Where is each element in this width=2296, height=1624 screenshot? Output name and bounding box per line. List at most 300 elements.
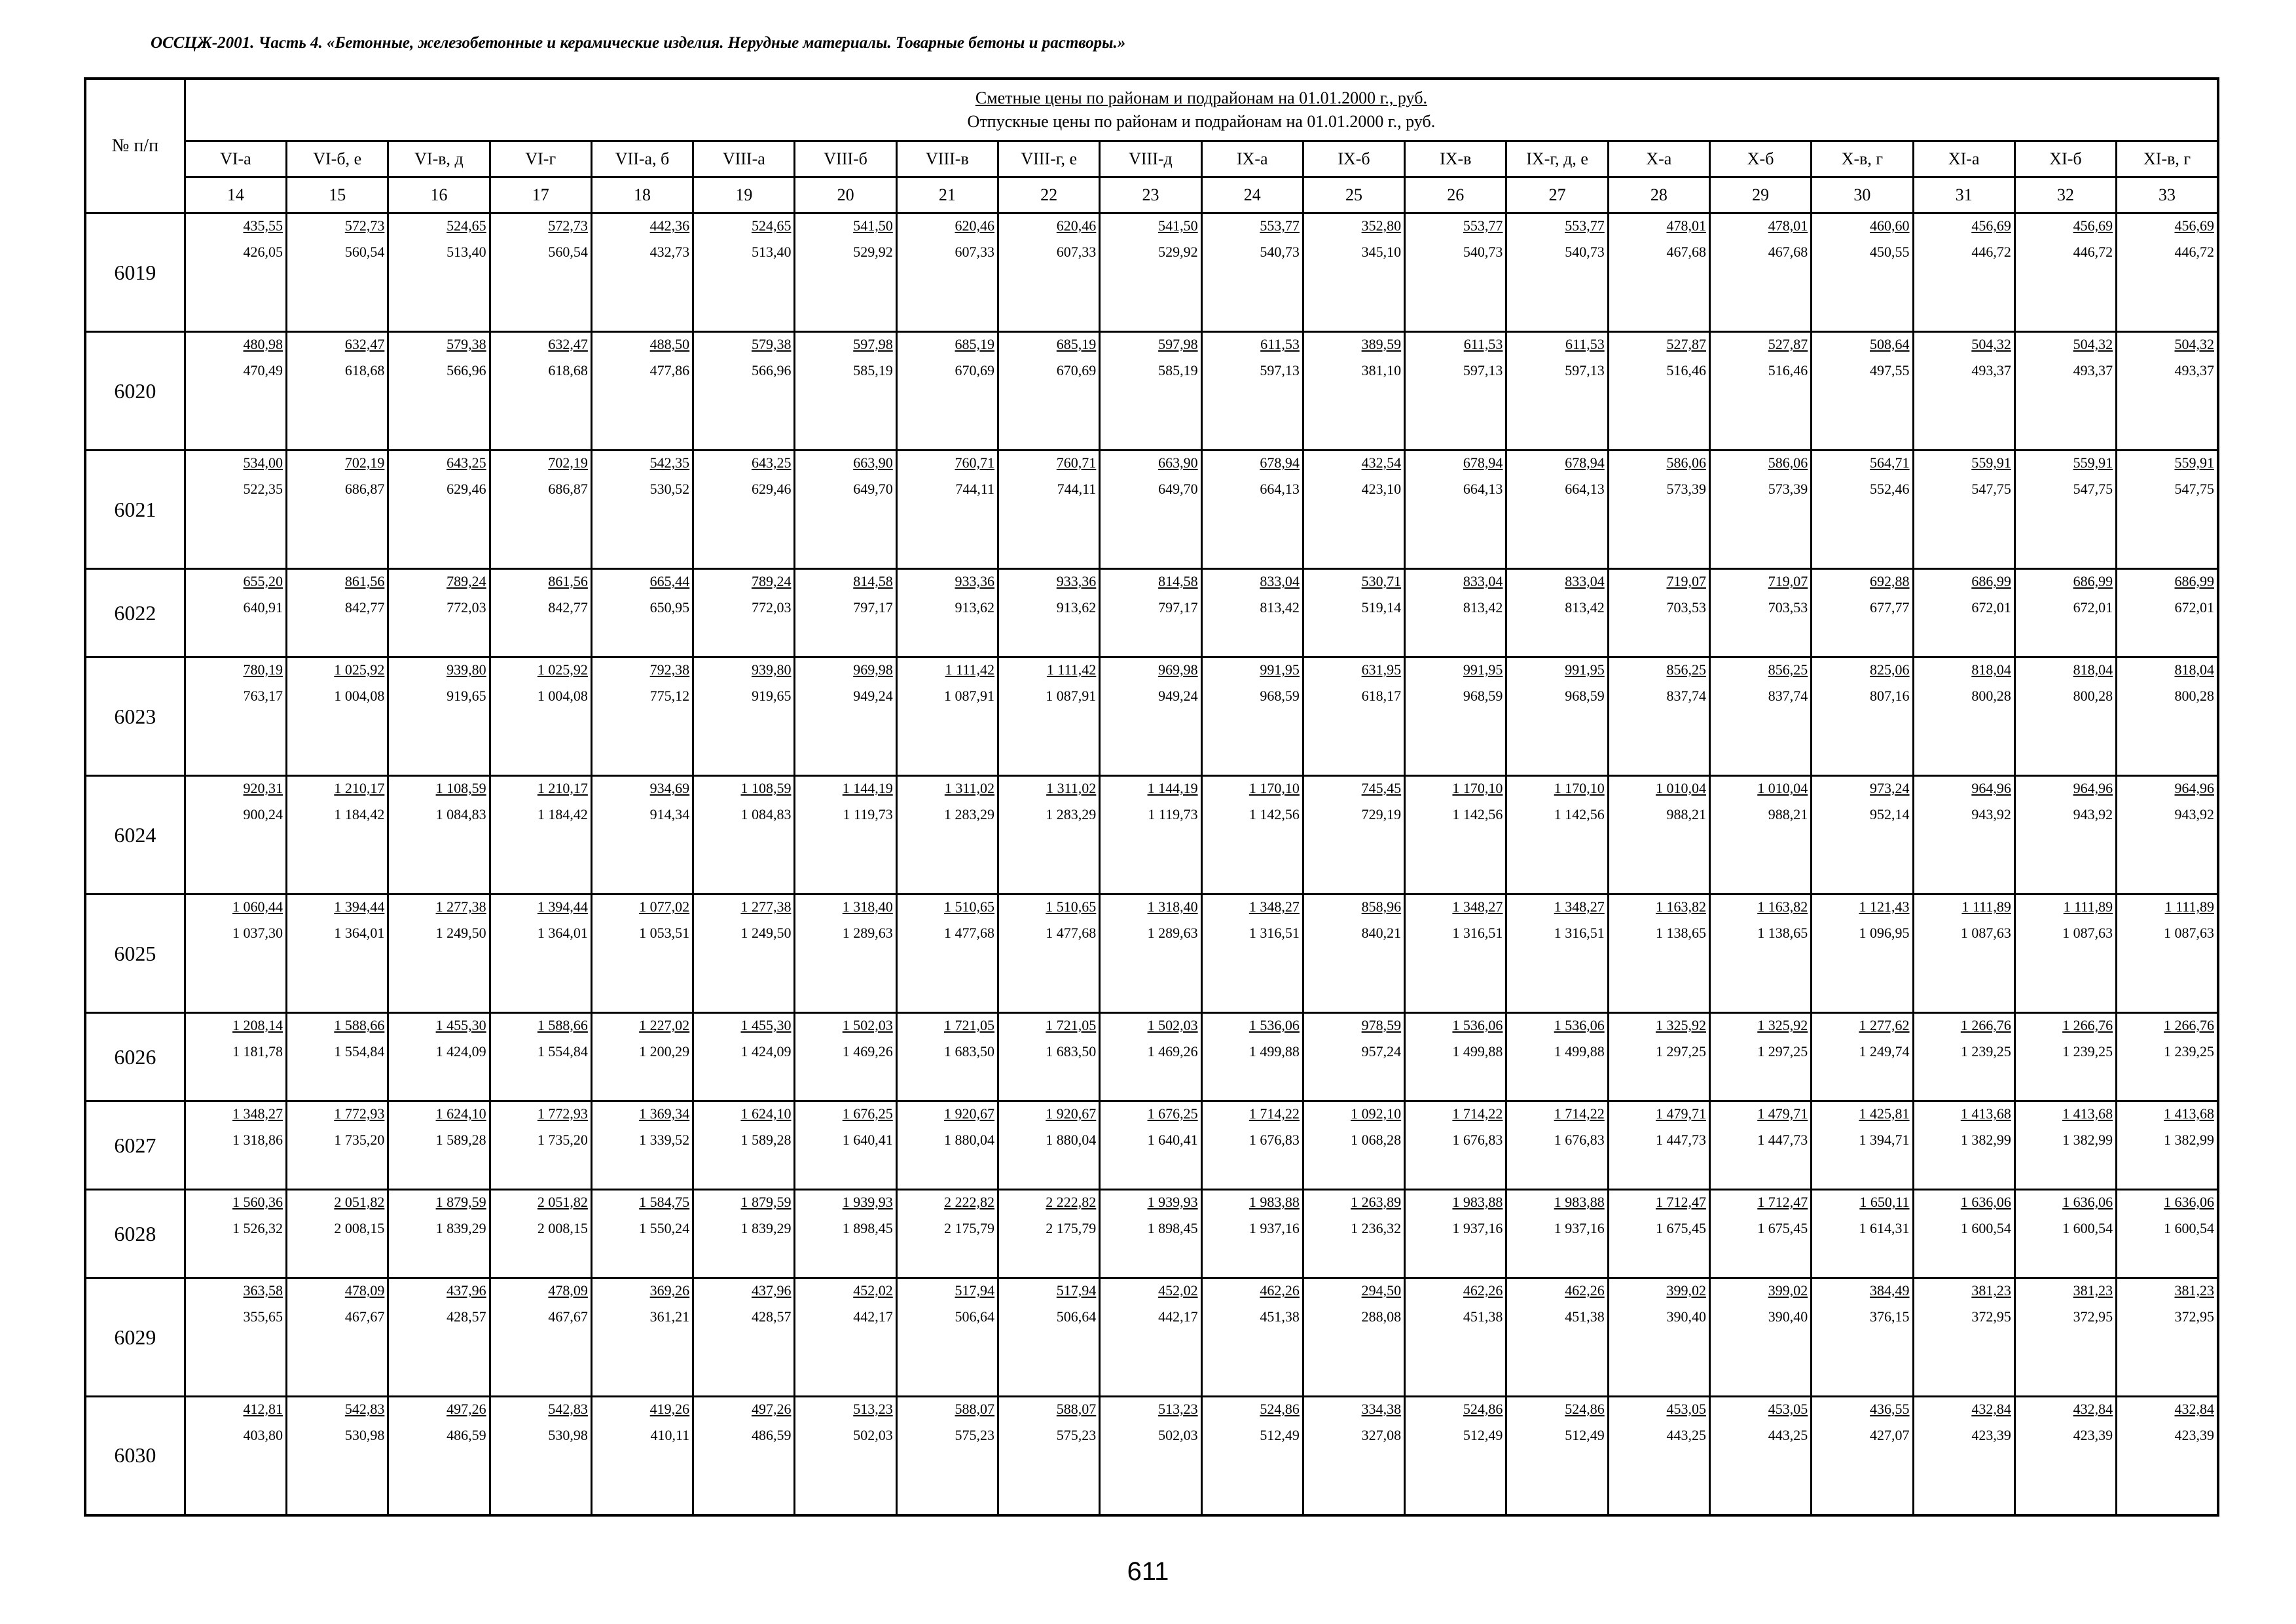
estimate-price: 564,71	[1870, 454, 1910, 471]
column-number: 33	[2117, 177, 2218, 213]
release-price: 560,54	[344, 244, 385, 260]
price-cell	[1709, 569, 1811, 657]
estimate-price: 1 318,40	[842, 898, 893, 915]
price-cell	[1506, 451, 1608, 569]
price-cell	[795, 657, 896, 776]
estimate-price: 1 712,47	[1757, 1194, 1808, 1210]
price-cell	[2014, 776, 2116, 895]
release-price: 2 175,79	[944, 1220, 995, 1236]
release-price: 519,14	[1361, 599, 1402, 616]
price-cell	[1812, 1101, 1913, 1190]
release-price: 1 138,65	[1757, 925, 1808, 941]
release-price: 837,74	[1768, 688, 1808, 704]
price-cell	[1303, 569, 1404, 657]
estimate-price: 1 772,93	[537, 1105, 588, 1122]
estimate-price: 1 170,10	[1248, 780, 1300, 796]
column-number: 20	[795, 177, 896, 213]
release-price: 451,38	[1463, 1308, 1503, 1325]
estimate-price: 663,90	[853, 454, 893, 471]
price-cell	[1812, 1278, 1913, 1397]
region-header: XI-б	[2014, 141, 2116, 177]
estimate-price: 541,50	[1158, 217, 1198, 234]
estimate-price: 1 983,88	[1554, 1194, 1605, 1210]
estimate-price: 452,02	[1158, 1282, 1198, 1299]
release-price: 573,39	[1666, 481, 1706, 497]
release-price: 1 037,30	[232, 925, 283, 941]
price-cell	[1506, 213, 1608, 332]
estimate-price: 620,46	[1056, 217, 1097, 234]
release-price: 775,12	[649, 688, 690, 704]
price-cell	[2014, 657, 2116, 776]
release-price: 497,55	[1870, 362, 1910, 378]
estimate-price: 760,71	[1056, 454, 1097, 471]
release-price: 427,07	[1870, 1427, 1910, 1443]
price-cell	[591, 1190, 693, 1278]
release-price: 450,55	[1870, 244, 1910, 260]
price-cell	[388, 1397, 490, 1515]
estimate-price: 1 510,65	[944, 898, 995, 915]
estimate-price: 399,02	[1768, 1282, 1808, 1299]
price-cell	[1913, 1101, 2014, 1190]
price-cell	[1913, 332, 2014, 451]
price-cell	[1913, 776, 2014, 895]
release-price: 516,46	[1666, 362, 1706, 378]
release-price: 403,80	[243, 1427, 283, 1443]
estimate-price: 678,94	[1565, 454, 1605, 471]
release-price: 968,59	[1260, 688, 1300, 704]
price-cell	[388, 776, 490, 895]
estimate-price: 1 277,38	[435, 898, 486, 915]
estimate-price: 1 479,71	[1655, 1105, 1706, 1122]
estimate-price: 1 311,02	[944, 780, 995, 796]
release-price: 813,42	[1565, 599, 1605, 616]
release-price: 1 087,91	[1046, 688, 1097, 704]
price-cell	[1608, 1101, 1709, 1190]
estimate-price: 1 369,34	[639, 1105, 690, 1122]
price-cell	[1303, 1013, 1404, 1101]
estimate-price: 1 939,93	[842, 1194, 893, 1210]
release-price: 493,37	[2073, 362, 2113, 378]
price-cell	[1303, 1190, 1404, 1278]
release-price: 957,24	[1361, 1043, 1402, 1060]
price-cell	[287, 1397, 388, 1515]
estimate-price: 384,49	[1870, 1282, 1910, 1299]
price-cell	[896, 895, 998, 1013]
estimate-price: 559,91	[2174, 454, 2214, 471]
price-cell	[1709, 1013, 1811, 1101]
price-cell	[998, 213, 1100, 332]
estimate-price: 818,04	[2073, 661, 2113, 678]
row-number: 6023	[85, 657, 185, 776]
release-price: 797,17	[1158, 599, 1198, 616]
price-cell	[1201, 213, 1303, 332]
release-price: 1 735,20	[537, 1132, 588, 1148]
estimate-price: 1 263,89	[1351, 1194, 1402, 1210]
price-cell	[185, 451, 286, 569]
price-cell	[693, 776, 795, 895]
price-cell	[2117, 1101, 2218, 1190]
release-price: 1 600,54	[1960, 1220, 2011, 1236]
price-cell	[490, 569, 591, 657]
price-cell	[795, 895, 896, 1013]
region-header: XI-в, г	[2117, 141, 2218, 177]
row-number: 6027	[85, 1101, 185, 1190]
price-cell	[185, 1013, 286, 1101]
estimate-price: 1 077,02	[639, 898, 690, 915]
release-price: 1 004,08	[537, 688, 588, 704]
release-price: 1 880,04	[1046, 1132, 1097, 1148]
price-cell	[1100, 213, 1201, 332]
price-cell	[1405, 1101, 1506, 1190]
table-row	[85, 1397, 2218, 1515]
price-cell	[693, 1278, 795, 1397]
release-price: 540,73	[1260, 244, 1300, 260]
release-price: 1 084,83	[435, 806, 486, 822]
release-price: 502,03	[853, 1427, 893, 1443]
estimate-price: 818,04	[2174, 661, 2214, 678]
release-price: 585,19	[1158, 362, 1198, 378]
price-cell	[896, 657, 998, 776]
price-cell	[693, 657, 795, 776]
price-cell	[795, 332, 896, 451]
price-cell	[2117, 1397, 2218, 1515]
estimate-price: 1 111,89	[2063, 898, 2113, 915]
estimate-price: 631,95	[1361, 661, 1402, 678]
release-price: 1 937,16	[1554, 1220, 1605, 1236]
release-price: 493,37	[1971, 362, 2011, 378]
estimate-price: 579,38	[751, 336, 792, 352]
price-cell	[1405, 657, 1506, 776]
price-cell	[1506, 776, 1608, 895]
price-cell	[490, 895, 591, 1013]
release-price: 540,73	[1463, 244, 1503, 260]
estimate-price: 597,98	[853, 336, 893, 352]
release-price: 1 181,78	[232, 1043, 283, 1060]
release-price: 443,25	[1768, 1427, 1808, 1443]
price-cell	[1201, 657, 1303, 776]
column-number: 18	[591, 177, 693, 213]
release-price: 1 676,83	[1452, 1132, 1503, 1148]
release-price: 575,23	[955, 1427, 995, 1443]
price-cell	[795, 1101, 896, 1190]
price-cell	[1100, 451, 1201, 569]
release-price: 1 364,01	[537, 925, 588, 941]
release-price: 2 175,79	[1046, 1220, 1097, 1236]
estimate-price: 1 210,17	[537, 780, 588, 796]
price-cell	[1608, 1397, 1709, 1515]
row-number: 6024	[85, 776, 185, 895]
price-cell	[388, 1190, 490, 1278]
release-price: 575,23	[1056, 1427, 1097, 1443]
price-cell	[287, 895, 388, 1013]
release-price: 1 880,04	[944, 1132, 995, 1148]
release-price: 1 087,63	[2062, 925, 2113, 941]
price-cell	[1303, 1101, 1404, 1190]
release-price: 1 239,25	[2164, 1043, 2214, 1060]
estimate-price: 294,50	[1361, 1282, 1402, 1299]
estimate-price: 1 624,10	[435, 1105, 486, 1122]
release-price: 1 382,99	[1960, 1132, 2011, 1148]
release-price: 513,40	[446, 244, 486, 260]
release-price: 1 640,41	[1147, 1132, 1198, 1148]
price-cell	[1812, 213, 1913, 332]
release-price: 597,13	[1463, 362, 1503, 378]
release-price: 919,65	[446, 688, 486, 704]
price-title-header	[185, 79, 2218, 141]
price-cell	[896, 1013, 998, 1101]
release-price: 1 119,73	[843, 806, 893, 822]
estimate-price: 1 413,68	[2062, 1105, 2113, 1122]
estimate-price: 939,80	[751, 661, 792, 678]
region-header: IX-б	[1303, 141, 1404, 177]
price-cell	[1913, 1278, 2014, 1397]
estimate-price: 678,94	[1260, 454, 1300, 471]
release-price: 1 382,99	[2164, 1132, 2214, 1148]
price-cell	[896, 1278, 998, 1397]
release-price: 797,17	[853, 599, 893, 616]
price-cell	[591, 451, 693, 569]
price-cell	[1405, 1013, 1506, 1101]
release-price: 1 554,84	[537, 1043, 588, 1060]
price-cell	[2014, 451, 2116, 569]
price-cell	[1812, 569, 1913, 657]
estimate-price: 497,26	[446, 1401, 486, 1417]
price-cell	[1709, 776, 1811, 895]
estimate-price: 1 111,42	[945, 661, 995, 678]
estimate-price: 1 455,30	[740, 1017, 792, 1033]
estimate-price: 527,87	[1768, 336, 1808, 352]
price-cell	[1812, 332, 1913, 451]
price-cell	[1100, 776, 1201, 895]
estimate-price: 542,35	[649, 454, 690, 471]
release-price: 1 249,50	[435, 925, 486, 941]
estimate-price: 620,46	[955, 217, 995, 234]
price-cell	[693, 895, 795, 1013]
price-cell	[1201, 1278, 1303, 1397]
estimate-price: 1 879,59	[435, 1194, 486, 1210]
price-cell	[185, 776, 286, 895]
estimate-price: 1 983,88	[1452, 1194, 1503, 1210]
price-cell	[693, 451, 795, 569]
price-cell	[1608, 1190, 1709, 1278]
release-price: 640,91	[243, 599, 283, 616]
estimate-price: 991,95	[1565, 661, 1605, 678]
release-price: 1 554,84	[334, 1043, 385, 1060]
release-price: 423,39	[1971, 1427, 2011, 1443]
estimate-price: 1 348,27	[1554, 898, 1605, 915]
release-price: 442,17	[1158, 1308, 1198, 1325]
estimate-price: 478,09	[344, 1282, 385, 1299]
price-cell	[2117, 657, 2218, 776]
estimate-price: 685,19	[955, 336, 995, 352]
release-price: 629,46	[751, 481, 792, 497]
estimate-price: 969,98	[1158, 661, 1198, 678]
release-price: 1 316,51	[1554, 925, 1605, 941]
release-price: 672,01	[1971, 599, 2011, 616]
release-price: 1 898,45	[1147, 1220, 1198, 1236]
price-cell	[2014, 332, 2116, 451]
estimate-price: 969,98	[853, 661, 893, 678]
estimate-price: 1 111,89	[1961, 898, 2011, 915]
estimate-price: 542,83	[344, 1401, 385, 1417]
release-price: 649,70	[1158, 481, 1198, 497]
price-cell	[1709, 1397, 1811, 1515]
estimate-price: 1 502,03	[842, 1017, 893, 1033]
release-price: 547,75	[2174, 481, 2214, 497]
estimate-price: 462,26	[1463, 1282, 1503, 1299]
release-price: 913,62	[955, 599, 995, 616]
estimate-price: 1 277,62	[1859, 1017, 1910, 1033]
release-price: 1 318,86	[232, 1132, 283, 1148]
release-price: 1 239,25	[2062, 1043, 2113, 1060]
column-number: 14	[185, 177, 286, 213]
estimate-price: 1 920,67	[944, 1105, 995, 1122]
estimate-price: 1 311,02	[1046, 780, 1097, 796]
release-price: 649,70	[853, 481, 893, 497]
price-cell	[1608, 451, 1709, 569]
row-number: 6025	[85, 895, 185, 1013]
price-cell	[1812, 1397, 1913, 1515]
release-price: 513,40	[751, 244, 792, 260]
estimate-price: 780,19	[243, 661, 283, 678]
release-price: 486,59	[446, 1427, 486, 1443]
price-cell	[2014, 1101, 2116, 1190]
estimate-price: 488,50	[649, 336, 690, 352]
estimate-price: 1 920,67	[1046, 1105, 1097, 1122]
release-price: 410,11	[650, 1427, 690, 1443]
estimate-price: 632,47	[548, 336, 588, 352]
column-number: 31	[1913, 177, 2014, 213]
price-cell	[1709, 451, 1811, 569]
release-price: 529,92	[1158, 244, 1198, 260]
release-price: 1 087,91	[944, 688, 995, 704]
release-price: 470,49	[243, 362, 283, 378]
price-cell	[1506, 1278, 1608, 1397]
price-cell	[490, 332, 591, 451]
price-cell	[1100, 1397, 1201, 1515]
column-number-row	[85, 177, 2218, 213]
release-price: 943,92	[2073, 806, 2113, 822]
price-cell	[1100, 332, 1201, 451]
release-price: 744,11	[1057, 481, 1097, 497]
price-cell	[896, 451, 998, 569]
estimate-price: 1 060,44	[232, 898, 283, 915]
release-price: 423,39	[2073, 1427, 2113, 1443]
estimate-price: 789,24	[751, 573, 792, 589]
estimate-price: 504,32	[2073, 336, 2113, 352]
estimate-price: 1 536,06	[1452, 1017, 1503, 1033]
release-price: 1 084,83	[740, 806, 792, 822]
estimate-price: 1 025,92	[537, 661, 588, 678]
row-number: 6026	[85, 1013, 185, 1101]
release-price: 968,59	[1463, 688, 1503, 704]
column-number: 19	[693, 177, 795, 213]
price-cell	[1100, 1013, 1201, 1101]
price-cell	[1405, 776, 1506, 895]
estimate-price: 435,55	[243, 217, 283, 234]
estimate-price: 1 210,17	[334, 780, 385, 796]
price-cell	[1201, 895, 1303, 1013]
price-cell	[1812, 657, 1913, 776]
estimate-price: 1 010,04	[1757, 780, 1808, 796]
table-row	[85, 1101, 2218, 1190]
release-price: 486,59	[751, 1427, 792, 1443]
price-cell	[388, 1278, 490, 1397]
release-price: 1 499,88	[1554, 1043, 1605, 1060]
estimate-price: 825,06	[1870, 661, 1910, 678]
estimate-price: 685,19	[1056, 336, 1097, 352]
release-price: 573,39	[1768, 481, 1808, 497]
estimate-price: 517,94	[1056, 1282, 1097, 1299]
release-price: 506,64	[1056, 1308, 1097, 1325]
price-cell	[1913, 895, 2014, 1013]
release-price: 919,65	[751, 688, 792, 704]
price-cell	[490, 657, 591, 776]
release-price: 467,67	[548, 1308, 588, 1325]
release-price: 530,98	[344, 1427, 385, 1443]
column-number: 26	[1405, 177, 1506, 213]
price-cell	[1608, 657, 1709, 776]
price-cell	[185, 895, 286, 1013]
price-cell	[1100, 1190, 1201, 1278]
estimate-price: 419,26	[649, 1401, 690, 1417]
release-price: 943,92	[1971, 806, 2011, 822]
price-cell	[1506, 1013, 1608, 1101]
price-cell	[896, 213, 998, 332]
price-table	[84, 77, 2219, 1517]
release-price: 467,67	[344, 1308, 385, 1325]
row-number-header: № п/п	[85, 79, 185, 213]
release-price: 1 683,50	[944, 1043, 995, 1060]
release-price: 949,24	[853, 688, 893, 704]
price-cell	[2117, 332, 2218, 451]
price-cell	[287, 1013, 388, 1101]
estimate-price: 1 144,19	[1147, 780, 1198, 796]
estimate-price: 678,94	[1463, 454, 1503, 471]
release-price: 530,52	[649, 481, 690, 497]
release-price: 1 249,50	[740, 925, 792, 941]
estimate-price: 792,38	[649, 661, 690, 678]
estimate-price: 453,05	[1666, 1401, 1706, 1417]
estimate-price: 1 170,10	[1452, 780, 1503, 796]
price-cell	[896, 1101, 998, 1190]
price-cell	[1913, 569, 2014, 657]
estimate-price: 1 170,10	[1554, 780, 1605, 796]
price-cell	[287, 332, 388, 451]
release-price: 288,08	[1361, 1308, 1402, 1325]
price-cell	[1201, 1397, 1303, 1515]
release-price: 1 589,28	[435, 1132, 486, 1148]
release-price: 837,74	[1666, 688, 1706, 704]
price-cell	[490, 1101, 591, 1190]
price-cell	[2117, 569, 2218, 657]
estimate-price: 789,24	[446, 573, 486, 589]
release-price: 988,21	[1768, 806, 1808, 822]
row-number: 6028	[85, 1190, 185, 1278]
release-price: 446,72	[2073, 244, 2113, 260]
estimate-price: 586,06	[1666, 454, 1706, 471]
price-cell	[1709, 1278, 1811, 1397]
price-cell	[2014, 895, 2116, 1013]
release-price: 772,03	[446, 599, 486, 616]
release-price: 1 477,68	[944, 925, 995, 941]
release-price: 1 068,28	[1351, 1132, 1402, 1148]
estimate-price: 1 010,04	[1655, 780, 1706, 796]
release-price: 566,96	[751, 362, 792, 378]
estimate-price: 611,53	[1463, 336, 1503, 352]
price-cell	[185, 1101, 286, 1190]
release-price: 1 600,54	[2164, 1220, 2214, 1236]
